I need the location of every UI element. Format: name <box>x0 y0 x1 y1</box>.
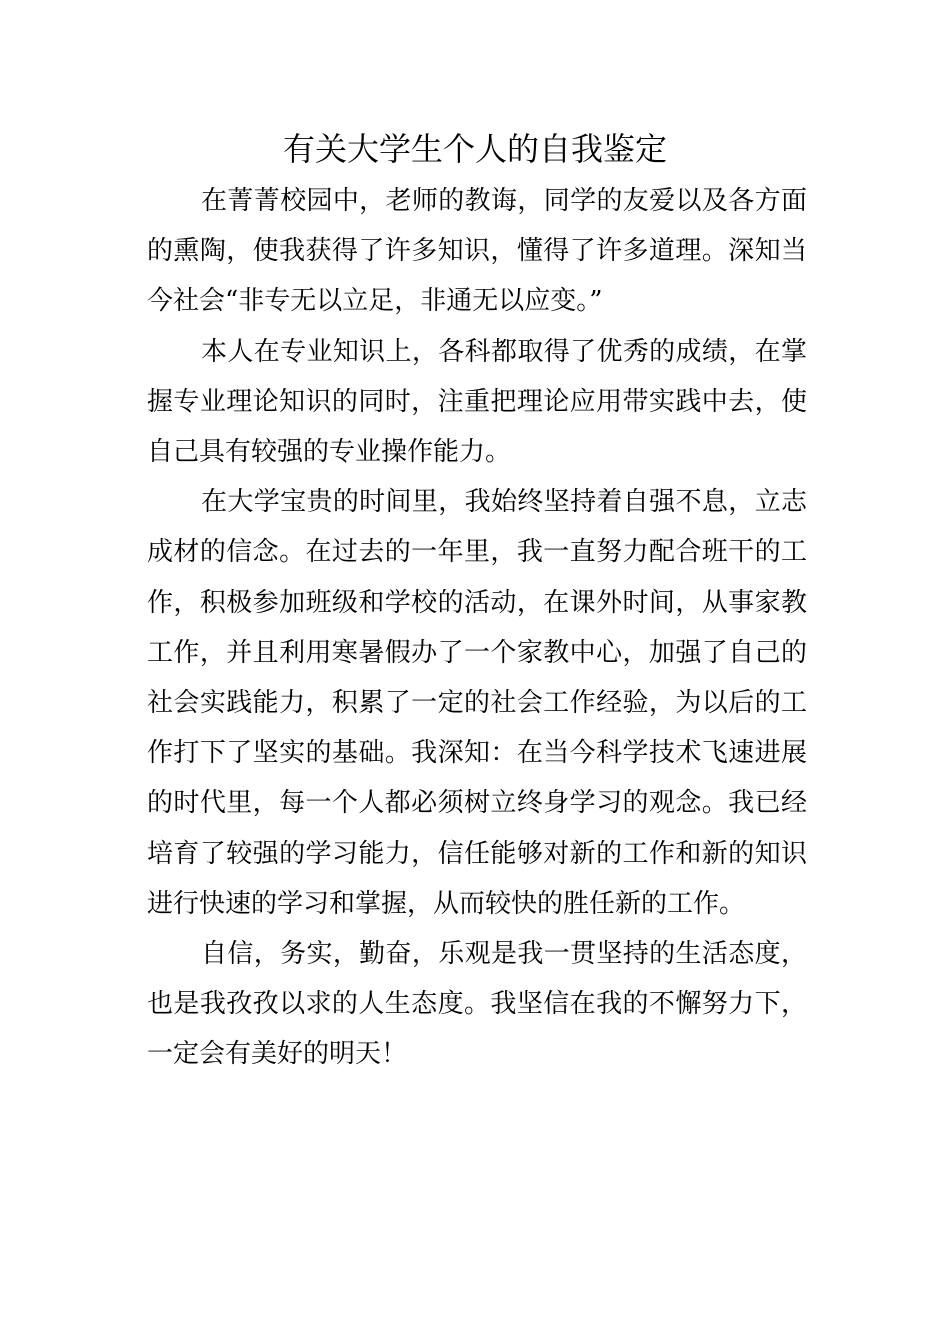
paragraph-4: 自信，务实，勤奋，乐观是我一贯坚持的生活态度，也是我孜孜以求的人生态度。我坚信在我的不懈努力下，一定会有美好的明天！ <box>147 939 807 1070</box>
document-body <box>147 176 807 1080</box>
paragraph-1: 在菁菁校园中，老师的教诲，同学的友爱以及各方面的熏陶，使我获得了许多知识，懂得了许多道理。深知当今社会“非专无以立足，非通无以应变。” <box>147 186 807 317</box>
paragraph-3: 在大学宝贵的时间里，我始终坚持着自强不息，立志成材的信念。在过去的一年里，我一直努力配合班干的工作，积极参加班级和学校的活动，在课外时间，从事家教工作，并且利用寒暑假办了一个家教中心，加强了自己的社会实践能力，积累了一定的社会工作经验，为以后的工作打下了坚实的基础。我深知：在当今科学技术飞速进展的时代里，每一个人都必须树立终身学习的观念。我已经培育了较强的学习能力，信任能够对新的工作和新的知识进行快速的学习和掌握，从而较快的胜任新的工作。 <box>147 487 807 919</box>
paragraph-2: 本人在专业知识上，各科都取得了优秀的成绩，在掌握专业理论知识的同时，注重把理论应用带实践中去，使自己具有较强的专业操作能力。 <box>147 336 807 468</box>
document-title: 有关大学生个人的自我鉴定 <box>282 130 667 168</box>
